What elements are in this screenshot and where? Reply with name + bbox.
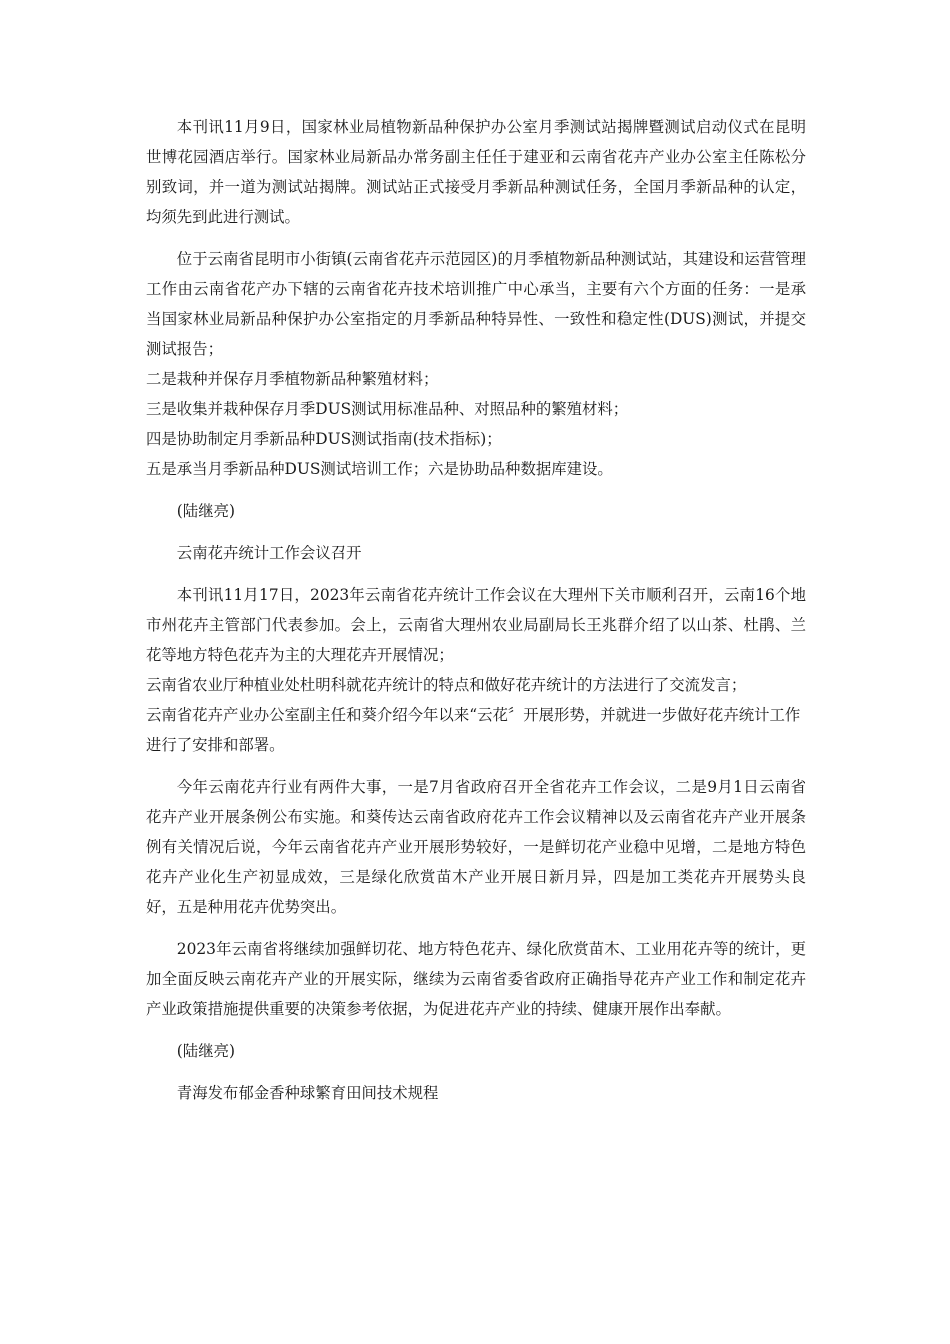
paragraph: 本刊讯11月17日，2023年云南省花卉统计工作会议在大理州下关市顺利召开，云南16个地市州花卉主管部门代表参加。会上，云南省大理州农业局副局长王兆群介绍了以山茶、杜鹃、兰花等地方特色花卉为主的大理花卉开展情况； bbox=[146, 586, 806, 664]
paragraph: 2023年云南省将继续加强鲜切花、地方特色花卉、绿化欣赏苗木、工业用花卉等的统计，更加全面反映云南花卉产业的开展实际，继续为云南省委省政府正确指导花卉产业工作和制定花卉产业政策措施提供重要的决策参考依据，为促进花卉产业的持续、健康开展作出奉献。 bbox=[146, 940, 806, 1018]
list-line: 四是协助制定月季新品种DUS测试指南(技术指标)； bbox=[146, 430, 502, 448]
paragraph: 本刊讯11月9日，国家林业局植物新品种保护办公室月季测试站揭牌暨测试启动仪式在昆明世博花园酒店举行。国家林业局新品办常务副主任任于建亚和云南省花卉产业办公室主任陈松分别致词，并一道为测试站揭牌。测试站正式接受月季新品种测试任务，全国月季新品种的认定，均须先到此进行测试。 bbox=[146, 118, 806, 226]
list-line: 三是收集并栽种保存月季DUS测试用标准品种、对照品种的繁殖材料； bbox=[146, 400, 629, 418]
article-title: 青海发布郁金香种球繁育田间技术规程 bbox=[176, 1084, 439, 1102]
paragraph: 位于云南省昆明市小街镇(云南省花卉示范园区)的月季植物新品种测试站，其建设和运营管理工作由云南省花产办下辖的云南省花卉技术培训推广中心承当，主要有六个方面的任务：一是承当国家林业局新品种保护办公室指定的月季新品种特异性、一致性和稳定性(DUS)测试，并提交测试报告； bbox=[146, 250, 806, 358]
paragraph: 今年云南花卉行业有两件大事，一是7月省政府召开全省花卉工作会议，二是9月1日云南省花卉产业开展条例公布实施。和葵传达云南省政府花卉工作会议精神以及云南省花卉产业开展条例有关情况后说，今年云南省花卉产业开展形势较好，一是鲜切花产业稳中见增，二是地方特色花卉产业化生产初显成效，三是绿化欣赏苗木产业开展日新月异，四是加工类花卉开展势头良好，五是种用花卉优势突出。 bbox=[146, 778, 806, 916]
article-title: 云南花卉统计工作会议召开 bbox=[176, 544, 362, 562]
list-line: 云南省农业厅种植业处杜明科就花卉统计的特点和做好花卉统计的方法进行了交流发言； bbox=[146, 676, 747, 694]
list-line: 五是承当月季新品种DUS测试培训工作；六是协助品种数据库建设。 bbox=[146, 460, 613, 478]
author-byline: (陆继亮) bbox=[176, 1042, 235, 1060]
list-line: 二是栽种并保存月季植物新品种繁殖材料； bbox=[146, 370, 439, 388]
author-byline: (陆继亮) bbox=[176, 502, 235, 520]
list-line: 云南省花卉产业办公室副主任和葵介绍今年以来“云花〞开展形势，并就进一步做好花卉统计工作进行了安排和部署。 bbox=[146, 706, 801, 754]
document-page bbox=[146, 112, 806, 1120]
